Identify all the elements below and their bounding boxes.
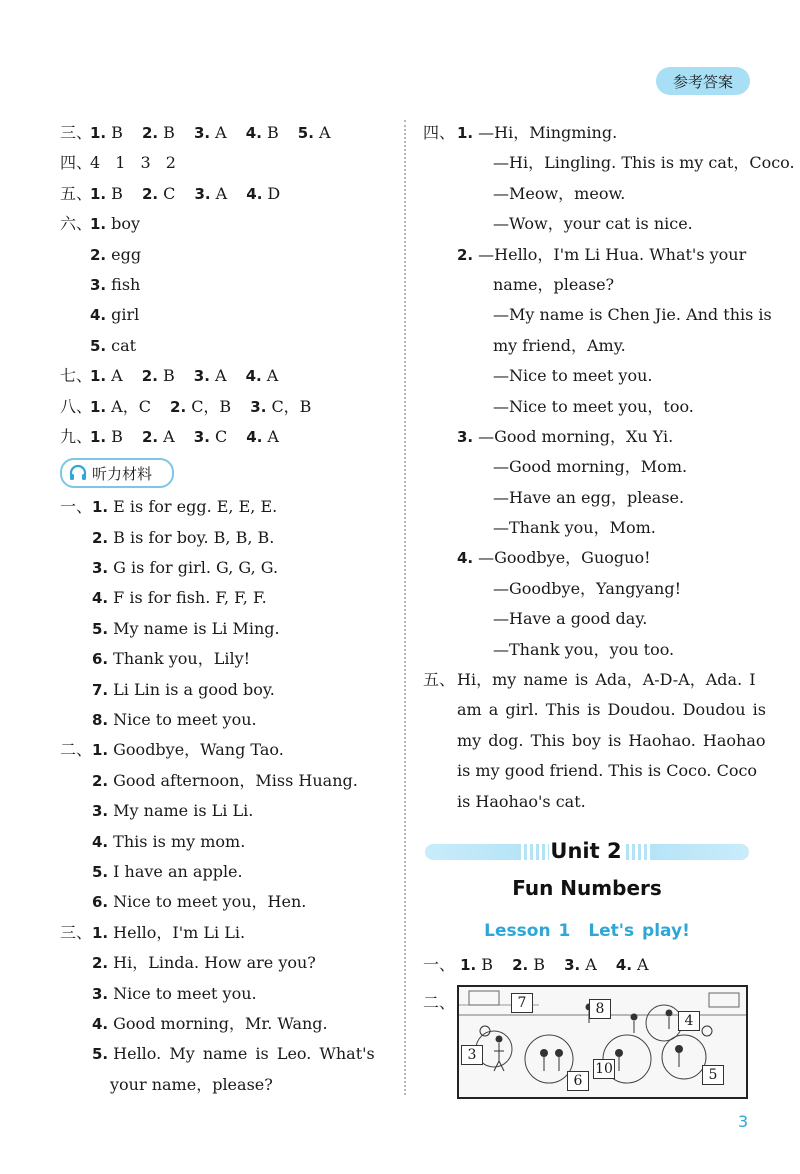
listening-1-line: 4. F is for fish. F, F, F. xyxy=(92,588,267,608)
answer-line: 1. boy xyxy=(90,214,141,234)
listening-4-line: name，please? xyxy=(493,274,615,294)
listening-material-header xyxy=(60,454,400,490)
listening-4-line: —Meow，meow. xyxy=(493,183,626,203)
section-label: 四、 xyxy=(60,153,93,173)
section-label: 一、 xyxy=(423,955,456,974)
section-label: 三、 xyxy=(60,123,93,142)
listening-1-line: 7. Li Lin is a good boy. xyxy=(92,679,275,699)
headphones-icon xyxy=(68,463,88,483)
answer-line: 1. B 2. C 3. A 4. D xyxy=(90,183,281,203)
listening-4-line: my friend，Amy. xyxy=(493,335,626,355)
unit-banner xyxy=(425,840,749,864)
section-label: 八、 xyxy=(60,396,93,416)
listening-2-line: 6. Nice to meet you，Hen. xyxy=(92,892,307,912)
section-label: 六、 xyxy=(60,214,93,234)
listening-2-line: 二、 1. Goodbye，Wang Tao. xyxy=(60,735,400,765)
section-9-answers xyxy=(60,422,400,452)
listening-5-line: is my good friend. This is Coco. Coco xyxy=(457,761,758,781)
listening-4-line: —Goodbye，Yangyang! xyxy=(493,578,682,598)
banner-stripes xyxy=(521,842,549,862)
listening-1-line: 8. Nice to meet you. xyxy=(92,710,257,730)
lesson-title xyxy=(425,921,749,941)
listening-3-line: 三、 1. Hello，I'm Li Li. xyxy=(60,918,400,948)
section-label: 三、 xyxy=(60,922,93,942)
listening-1-line: 2. B is for boy. B, B, B. xyxy=(92,527,275,547)
section-label: 四、 xyxy=(423,123,456,142)
listening-1-line: 6. Thank you，Lily! xyxy=(92,649,251,669)
listening-3-line: 4. Good morning，Mr. Wang. xyxy=(92,1013,328,1033)
playground-illustration xyxy=(457,985,748,1099)
listening-4-line: 4. —Goodbye，Guoguo! xyxy=(457,548,651,568)
listening-1-line: 一、 1. E is for egg. E, E, E. xyxy=(60,492,400,522)
unit-title: Fun Numbers xyxy=(512,876,662,900)
right-column xyxy=(423,118,795,817)
section-4-answers xyxy=(60,148,400,178)
listening-2-line: 2. Good afternoon，Miss Huang. xyxy=(92,770,358,790)
left-column xyxy=(60,118,400,1100)
number-box: 3 xyxy=(461,1045,483,1065)
listening-4-line: —Nice to meet you，too. xyxy=(493,396,694,416)
section-label: 二、 xyxy=(423,993,456,1012)
listening-5-line: my dog. This boy is Haohao. Haohao xyxy=(457,730,766,750)
section-label: 二、 xyxy=(60,740,93,760)
section-7-answers xyxy=(60,361,400,391)
listening-badge xyxy=(60,458,174,488)
answer-line: 4 1 3 2 xyxy=(90,153,176,173)
listening-2-line: 4. This is my mom. xyxy=(92,831,246,851)
listening-5-line: am a girl. This is Doudou. Doudou is xyxy=(457,700,766,720)
listening-4-line: —Have a good day. xyxy=(493,609,648,629)
listening-3-line: 5. Hello. My name is Leo. What's xyxy=(92,1044,375,1064)
listening-4-line: —Hi，Lingling. This is my cat，Coco. xyxy=(493,153,795,173)
section-label: 七、 xyxy=(60,366,93,386)
listening-4-line: 3. —Good morning，Xu Yi. xyxy=(457,426,674,446)
listening-3-line: 3. Nice to meet you. xyxy=(92,983,257,1003)
section-label: 九、 xyxy=(60,426,93,446)
answer-key-tag: 参考答案 xyxy=(656,67,750,95)
number-box: 10 xyxy=(593,1059,615,1079)
answer-line: 4. girl xyxy=(90,305,140,325)
number-box: 5 xyxy=(702,1065,724,1085)
listening-1-line: 3. G is for girl. G, G, G. xyxy=(92,558,279,578)
section-6-answers xyxy=(60,209,400,239)
column-divider xyxy=(404,120,406,1095)
listening-2-line: 3. My name is Li Li. xyxy=(92,801,254,821)
listening-4-line: —My name is Chen Jie. And this is xyxy=(493,305,772,325)
answer-line: 1. A 2. B 3. A 4. A xyxy=(90,366,279,386)
unit-label: Unit 2 xyxy=(550,839,622,863)
number-box: 7 xyxy=(511,993,533,1013)
answer-line: 3. fish xyxy=(90,274,141,294)
number-box: 8 xyxy=(589,999,611,1019)
listening-4-line: —Good morning，Mom. xyxy=(493,457,688,477)
page-number: 3 xyxy=(738,1112,749,1131)
listening-4-line: —Thank you，you too. xyxy=(493,639,675,659)
listening-label: 听力材料 xyxy=(92,464,153,483)
answer-line: 1. B 2. A 3. C 4. A xyxy=(90,426,279,446)
answer-line: 5. cat xyxy=(90,335,137,355)
section-3-answers xyxy=(60,118,400,148)
listening-4-line: —Have an egg，please. xyxy=(493,487,685,507)
listening-4-line: —Wow，your cat is nice. xyxy=(493,214,693,234)
listening-4-line: —Thank you，Mom. xyxy=(493,518,656,538)
section-8-answers xyxy=(60,392,400,422)
answer-line: 1. A，C 2. C，B 3. C，B xyxy=(90,396,312,416)
listening-2-line: 5. I have an apple. xyxy=(92,861,243,881)
exercise-1-answers: 一、 1. B 2. B 3. A 4. A xyxy=(423,955,649,974)
answer-line: 1. B 2. B 3. A 4. B 5. A xyxy=(90,123,331,142)
listening-3-line: 2. Hi，Linda. How are you? xyxy=(92,953,316,973)
listening-4-line: 2. —Hello，I'm Li Hua. What's your xyxy=(457,244,747,264)
lesson-name: Let's play! xyxy=(588,921,690,941)
listening-5-line: is Haohao's cat. xyxy=(457,791,586,811)
section-5-answers xyxy=(60,179,400,209)
listening-3-line: your name，please? xyxy=(110,1074,273,1094)
lesson-number: Lesson 1 xyxy=(484,921,571,941)
section-label: 五、 xyxy=(60,183,93,203)
section-label: 一、 xyxy=(60,497,93,517)
listening-5-line: 五、 Hi，my name is Ada，A-D-A，Ada. I xyxy=(423,665,763,695)
listening-4-line: —Nice to meet you. xyxy=(493,366,653,386)
number-box: 4 xyxy=(678,1011,700,1031)
listening-1-line: 5. My name is Li Ming. xyxy=(92,618,280,638)
banner-stripes xyxy=(623,842,651,862)
answer-line: 2. egg xyxy=(90,244,142,264)
number-box: 6 xyxy=(567,1071,589,1091)
listening-4-line: 四、 1. —Hi，Mingming. xyxy=(423,118,763,148)
section-label: 五、 xyxy=(423,670,456,690)
